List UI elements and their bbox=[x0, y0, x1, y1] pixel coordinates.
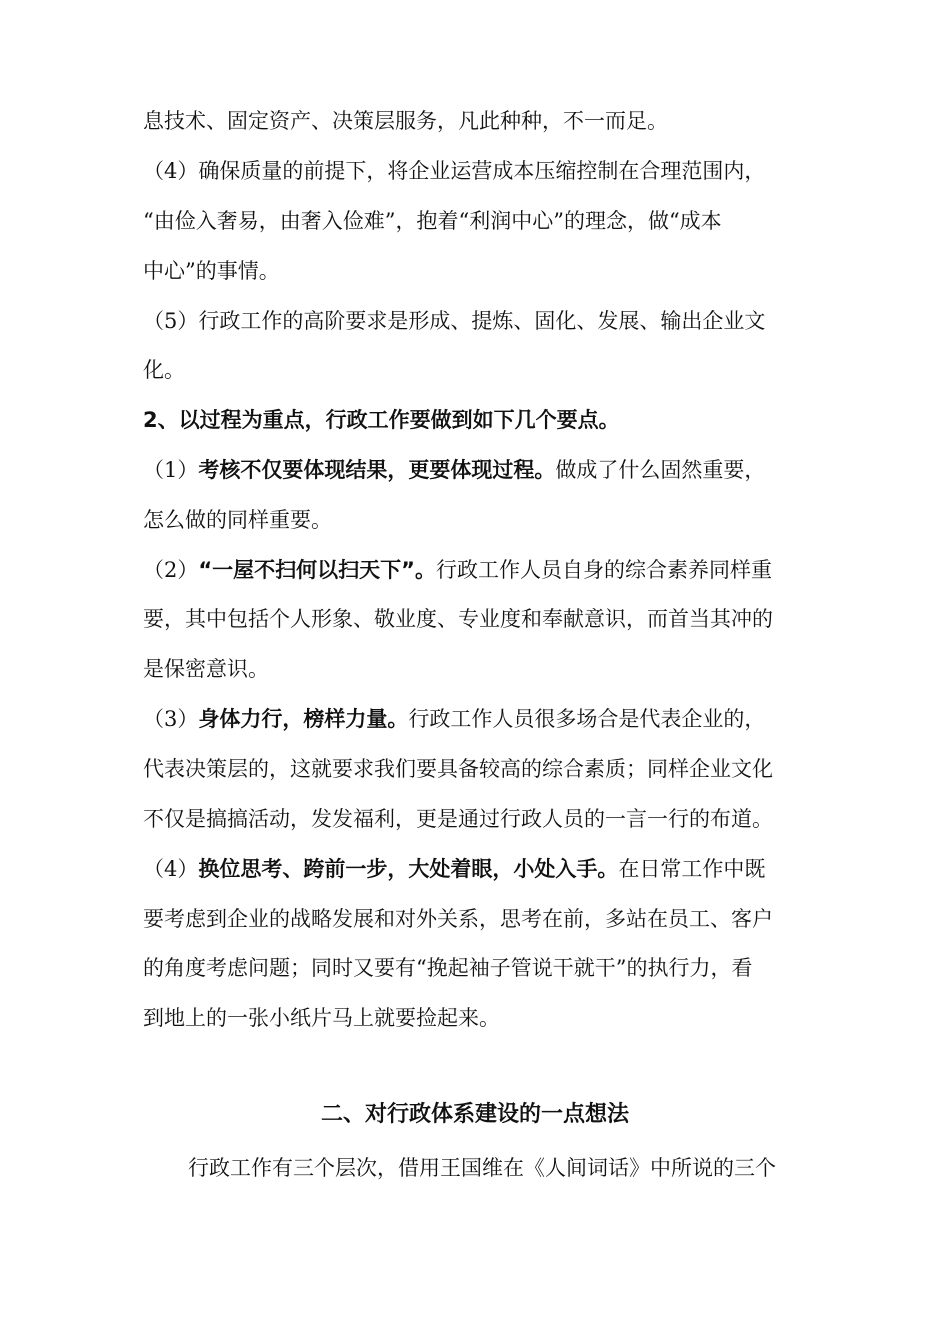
paragraph-line: （4）确保质量的前提下，将企业运营成本压缩控制在合理范围内， bbox=[143, 159, 766, 183]
item-lead: “一屋不扫何以扫天下”。 bbox=[198, 558, 436, 582]
paragraph-line bbox=[143, 555, 772, 585]
item-text: 在日常工作中既 bbox=[618, 857, 766, 881]
paragraph-line: 中心”的事情。 bbox=[143, 259, 280, 283]
paragraph-line bbox=[143, 704, 765, 734]
paragraph-line: 不仅是搞搞活动，发发福利，更是通过行政人员的一言一行的布道。 bbox=[143, 807, 773, 831]
item-number: （1） bbox=[143, 458, 199, 482]
paragraph-line: 要，其中包括个人形象、敬业度、专业度和奉献意识，而首当其冲的 bbox=[143, 607, 773, 631]
paragraph-line: 是保密意识。 bbox=[143, 657, 269, 681]
paragraph-line: 行政工作有三个层次，借用王国维在《人间词话》中所说的三个 bbox=[188, 1156, 776, 1180]
paragraph-line: “由俭入奢易，由奢入俭难”，抱着“利润中心”的理念，做“成本 bbox=[143, 209, 722, 233]
item-lead: 考核不仅要体现结果，更要体现过程。 bbox=[198, 458, 556, 482]
item-number: （2） bbox=[143, 558, 199, 582]
item-text: 行政工作人员自身的综合素养同样重 bbox=[435, 558, 772, 582]
paragraph-line: 息技术、固定资产、决策层服务，凡此种种，不一而足。 bbox=[143, 109, 668, 133]
paragraph-line: （5）行政工作的高阶要求是形成、提炼、固化、发展、输出企业文 bbox=[143, 309, 766, 333]
paragraph-line: 化。 bbox=[143, 358, 185, 382]
paragraph-line bbox=[143, 854, 765, 884]
item-number: （4） bbox=[143, 857, 199, 881]
paragraph-line: 要考虑到企业的战略发展和对外关系，思考在前，多站在员工、客户 bbox=[143, 907, 773, 931]
item-number: （3） bbox=[143, 707, 199, 731]
item-text: 做成了什么固然重要， bbox=[555, 458, 766, 482]
subheading: 2、以过程为重点，行政工作要做到如下几个要点。 bbox=[143, 408, 620, 432]
item-lead: 身体力行，榜样力量。 bbox=[198, 707, 409, 731]
item-text: 行政工作人员很多场合是代表企业的， bbox=[408, 707, 766, 731]
paragraph-line: 到地上的一张小纸片马上就要捡起来。 bbox=[143, 1006, 500, 1030]
section-title: 二、对行政体系建设的一点想法 bbox=[320, 1102, 629, 1127]
paragraph-line: 的角度考虑问题；同时又要有“挽起袖子管说干就干”的执行力，看 bbox=[143, 956, 753, 980]
item-lead: 换位思考、跨前一步，大处着眼，小处入手。 bbox=[198, 857, 619, 881]
paragraph-line: 怎么做的同样重要。 bbox=[143, 508, 332, 532]
paragraph-line: 代表决策层的，这就要求我们要具备较高的综合素质；同样企业文化 bbox=[143, 757, 773, 781]
paragraph-line bbox=[143, 455, 765, 485]
